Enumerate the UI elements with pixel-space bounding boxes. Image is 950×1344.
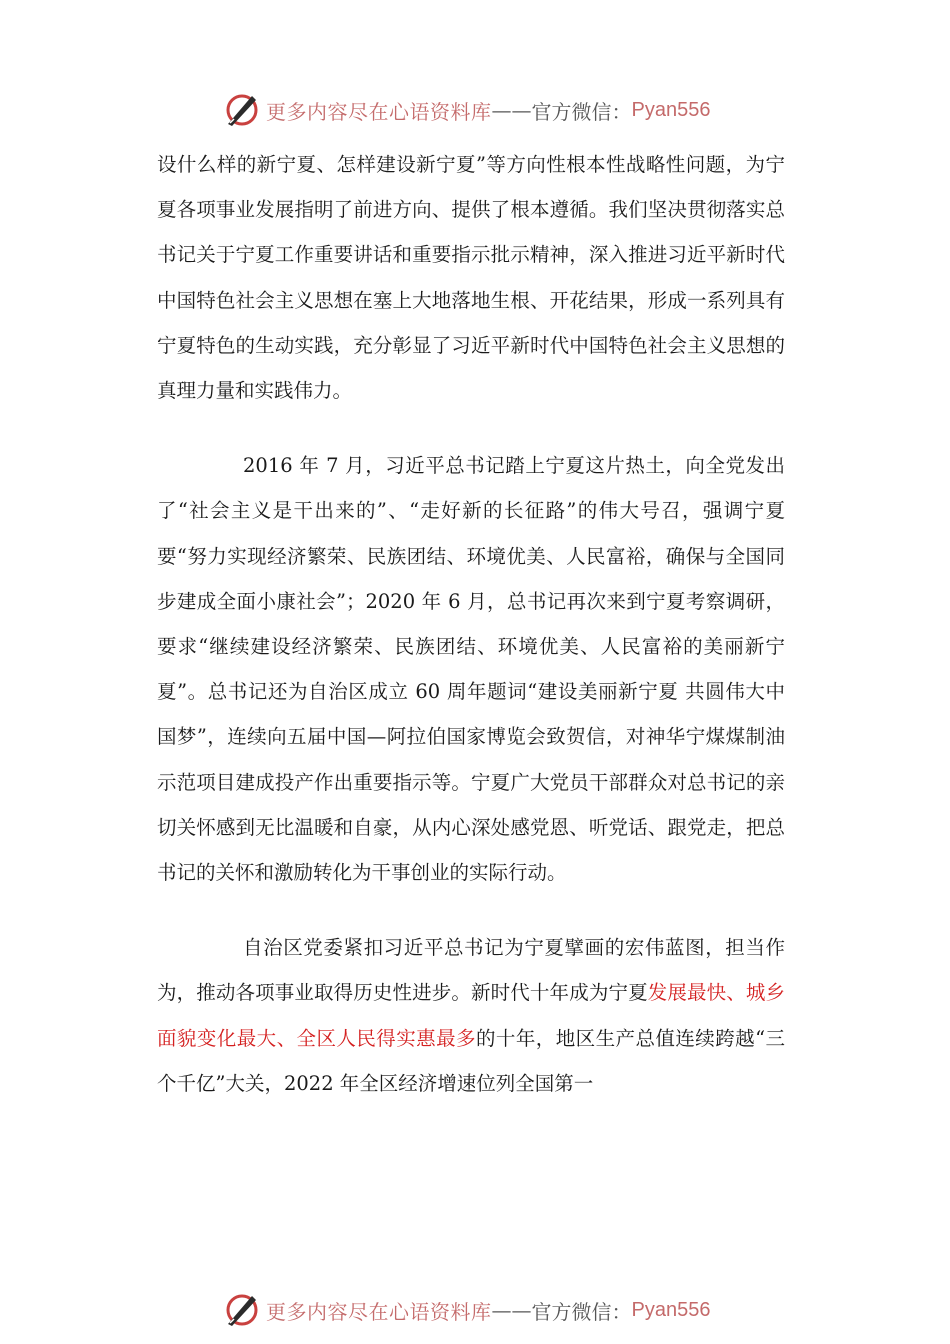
watermark-banner-bottom [222,1290,710,1330]
watermark-wechat-id: Pyan556 [631,98,711,121]
paragraph-3-highlight: 发展最快、城乡面貌变化最大、全区人民得实惠最多 [157,981,785,1050]
watermark-main-text: 更多内容尽在心语资料库 [266,1299,492,1324]
watermark-wechat-id: Pyan556 [631,1298,711,1321]
watermark-wechat-label: 官方微信： [531,99,632,124]
paragraph-2: 2016 年 7 月，习近平总书记踏上宁夏这片热土，向全党发出了“社会主义是干出来的”、“走好新的长征路”的伟大号召，强调宁夏要“努力实现经济繁荣、民族团结、环境优美、人民富裕，确保与全国同步建成全面小康社会”；2020 年 6 月，总书记再次来到宁夏考察调研，要求“继续建设经济繁荣、民族团结、环境优美、人民富裕的美丽新宁夏”。总书记还为自治区成立 60 周年题词“建设美丽新宁夏 共圆伟大中国梦”，连续向五届中国—阿拉伯国家博览会致贺信，对神华宁煤煤制油示范项目建成投产作出重要指示等。宁夏广大党员干部群众对总书记的亲切关怀感到无比温暖和自豪，从内心深处感党恩、听党话、跟党走，把总书记的关怀和激励转化为干事创业的实际行动。 [157,454,785,885]
quill-pen-logo-icon [222,1290,262,1330]
watermark-main-text: 更多内容尽在心语资料库 [266,99,492,124]
watermark-wechat-label: 官方微信： [531,1299,632,1324]
paragraph-1: 设什么样的新宁夏、怎样建设新宁夏”等方向性根本性战略性问题，为宁夏各项事业发展指明了前进方向、提供了根本遵循。我们坚决贯彻落实总书记关于宁夏工作重要讲话和重要指示批示精神，深入推进习近平新时代中国特色社会主义思想在塞上大地落地生根、开花结果，形成一系列具有宁夏特色的生动实践，充分彰显了习近平新时代中国特色社会主义思想的真理力量和实践伟力。 [157,153,785,403]
quill-pen-logo-icon [222,90,262,130]
paragraph-3 [157,925,785,1106]
watermark-dash: —— [491,98,532,122]
paragraph-3-text-after: 的十年，地区生产总值连续跨越“三个千亿”大关，2022 年全区经济增速位列全国第一 [157,1026,785,1095]
article-body [157,142,785,1106]
paragraph-3-text-before: 自治区党委紧扣习近平总书记为宁夏擘画的宏伟蓝图，担当作为，推动各项事业取得历史性进步。新时代十年成为宁夏 [157,936,785,1005]
watermark-dash: —— [491,1298,532,1322]
watermark-banner-top [222,90,710,130]
